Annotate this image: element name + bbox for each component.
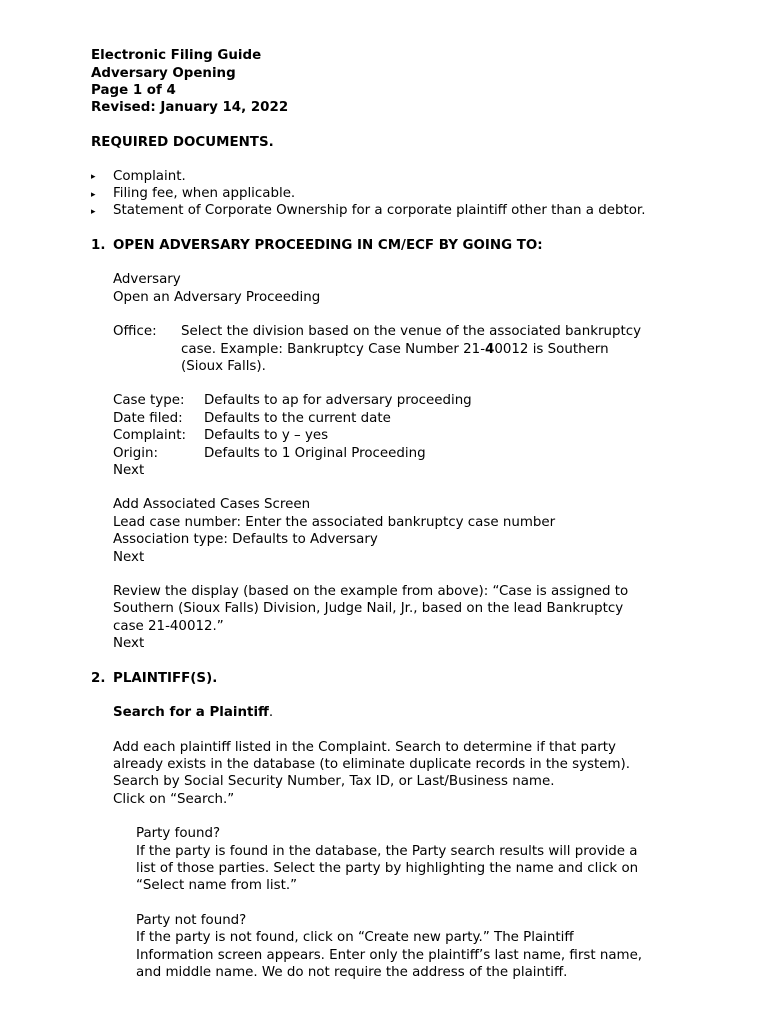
page-number: Page 1 of 4: [91, 83, 176, 98]
list-item: Statement of Corporate Ownership for a corporate plaintiff other than a debtor.: [113, 203, 646, 218]
office-text-line: (Sioux Falls).: [181, 359, 266, 374]
office-label: Office:: [113, 324, 157, 339]
party-not-found-line: Information screen appears. Enter only the plaintiff’s last name, first name,: [136, 948, 643, 963]
nav-menu-adversary: Adversary: [113, 272, 181, 287]
field-value: Defaults to ap for adversary proceeding: [204, 393, 472, 408]
bullet-icon: ▸: [91, 207, 96, 217]
field-value: Defaults to y – yes: [204, 428, 329, 443]
party-found-line: list of those parties. Select the party by highlighting the name and click on: [136, 861, 639, 876]
party-found-line: If the party is found in the database, the Party search results will provide a: [136, 844, 638, 859]
doc-subtitle: Adversary Opening: [91, 66, 236, 81]
field-value: Defaults to 1 Original Proceeding: [204, 446, 426, 461]
field-label: Origin:: [113, 446, 158, 461]
doc-title: Electronic Filing Guide: [91, 48, 262, 63]
office-text-line: case. Example: Bankruptcy Case Number 21-40012 is Southern: [181, 342, 609, 357]
search-title: Search for a Plaintiff.: [113, 705, 274, 720]
party-found-title: Party found?: [136, 826, 221, 841]
party-found-line: “Select name from list.”: [136, 878, 298, 893]
field-label: Case type:: [113, 393, 185, 408]
section-heading: PLAINTIFF(S).: [113, 671, 218, 686]
section-number: 2.: [91, 671, 106, 686]
instruction-line: Add each plaintiff listed in the Complaint. Search to determine if that party: [113, 740, 616, 755]
section-number: 1.: [91, 238, 106, 253]
field-label: Date filed:: [113, 411, 183, 426]
office-text-line: Select the division based on the venue of the associated bankruptcy: [181, 324, 642, 339]
next-step: Next: [113, 550, 145, 565]
list-item: Filing fee, when applicable.: [113, 186, 296, 201]
assoc-title: Add Associated Cases Screen: [113, 497, 311, 512]
party-not-found-line: and middle name. We do not require the address of the plaintiff.: [136, 965, 568, 980]
party-not-found-title: Party not found?: [136, 913, 247, 928]
assoc-lead: Lead case number: Enter the associated bankruptcy case number: [113, 515, 556, 530]
field-value: Defaults to the current date: [204, 411, 391, 426]
instruction-line: already exists in the database (to eliminate duplicate records in the system).: [113, 757, 631, 772]
instruction-line: Click on “Search.”: [113, 792, 235, 807]
bullet-icon: ▸: [91, 172, 96, 182]
review-line: Review the display (based on the example from above): “Case is assigned to: [113, 584, 629, 599]
assoc-type: Association type: Defaults to Adversary: [113, 532, 378, 547]
list-item: Complaint.: [113, 169, 186, 184]
review-line: Southern (Sioux Falls) Division, Judge Nail, Jr., based on the lead Bankruptcy: [113, 601, 624, 616]
instruction-line: Search by Social Security Number, Tax ID, or Last/Business name.: [113, 774, 555, 789]
party-not-found-line: If the party is not found, click on “Create new party.” The Plaintiff: [136, 930, 574, 945]
nav-menu-open-proceeding: Open an Adversary Proceeding: [113, 290, 321, 305]
next-step: Next: [113, 463, 145, 478]
field-label: Complaint:: [113, 428, 186, 443]
required-heading: REQUIRED DOCUMENTS.: [91, 135, 274, 150]
section-heading: OPEN ADVERSARY PROCEEDING IN CM/ECF BY GOING TO:: [113, 238, 543, 253]
next-step: Next: [113, 636, 145, 651]
revised-date: Revised: January 14, 2022: [91, 100, 289, 115]
review-line: case 21-40012.”: [113, 619, 224, 634]
bullet-icon: ▸: [91, 190, 96, 200]
